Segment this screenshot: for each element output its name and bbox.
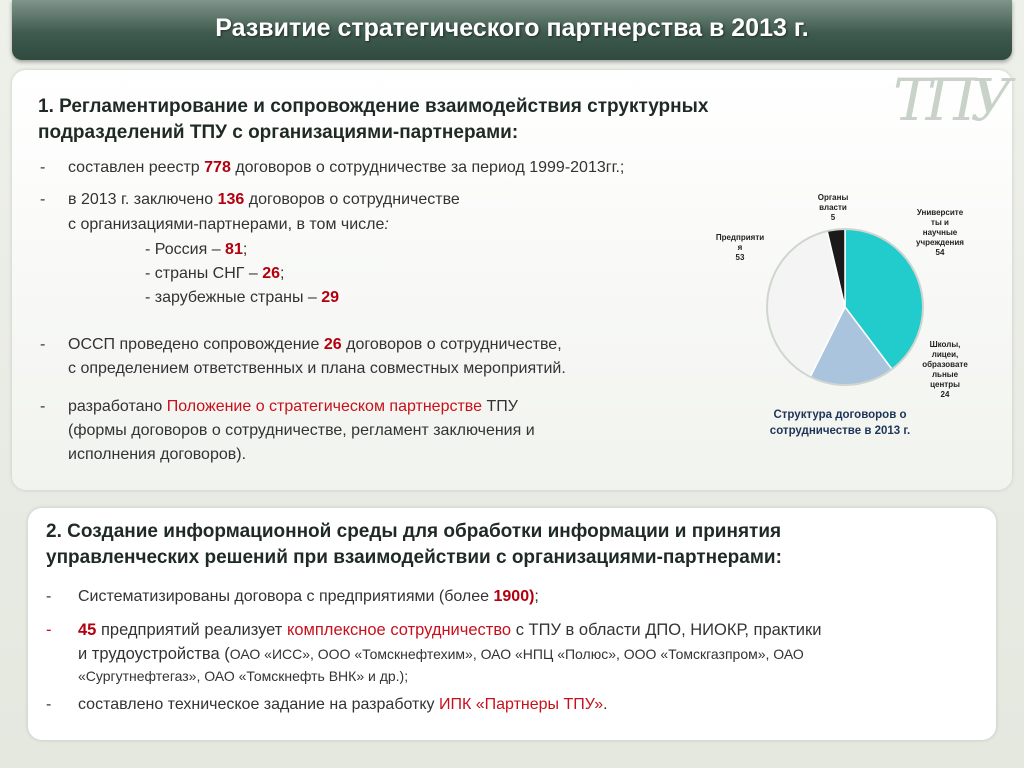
bullet-text: . [603, 696, 608, 713]
bullet-dash: - [46, 588, 52, 605]
bullet-text: составлено техническое задание на разработку [78, 696, 435, 713]
pie-label-value: 54 [935, 248, 945, 257]
pie-label-schools [913, 340, 977, 400]
pie-label-authorities [805, 193, 861, 223]
ipk-partners-text: ИПК «Партнеры ТПУ» [438, 696, 604, 713]
sub-text: - страны СНГ – [145, 265, 258, 282]
pie-label-universities [902, 208, 978, 258]
systematized-count: 1900) [493, 588, 535, 605]
bullet-text: в 2013 г. заключено [68, 191, 214, 208]
sub-cis [145, 262, 285, 286]
bullet-ossp [40, 333, 562, 357]
bullet-systematized [46, 585, 539, 609]
pie-label-text: власти [819, 203, 847, 212]
chart-caption [748, 407, 932, 439]
chart-caption-line1: Структура договоров о [773, 409, 907, 421]
pie-label-value: 24 [940, 390, 950, 399]
bullet-text: с организациями-партнерами, в том числе [68, 216, 385, 233]
semicolon: ; [242, 241, 248, 258]
bullet-text: с ТПУ в области ДПО, НИОКР, практики [515, 621, 822, 639]
bullet-text: ТПУ [486, 398, 518, 415]
bullet-complex-line3: «Сургутнефтегаз», ОАО «Томскнефть ВНК» и др.); [78, 668, 409, 684]
pie-label-text: Школы, [929, 340, 961, 349]
pie-label-enterprises [700, 233, 780, 263]
bullet-text: договоров о сотрудничестве [248, 191, 460, 208]
semicolon: ; [280, 265, 285, 282]
bullet-dash: - [46, 621, 52, 639]
ossp-count: 26 [323, 336, 342, 353]
bullet-text: договоров о сотрудничестве, [346, 336, 562, 353]
bullet-text: ; [534, 588, 539, 605]
title-bar [12, 0, 1012, 60]
section1-heading [38, 94, 708, 146]
bullet-text: составлен реестр [68, 159, 200, 176]
bullet-text: договоров о сотрудничестве за период 1999-2013гг.; [235, 159, 625, 176]
bullet-regulation [40, 395, 518, 419]
bullet-text: разработано [68, 398, 163, 415]
concluded-count: 136 [217, 191, 245, 208]
sub-abroad [145, 286, 339, 310]
bullet-complex-line2 [78, 642, 804, 666]
sub-russia [145, 238, 247, 262]
section2-heading-line1: 2. Создание информационной среды для обработки информации и принятия [46, 521, 782, 542]
pie-label-text: лицеи, [931, 350, 959, 359]
pie-label-value: 53 [735, 253, 745, 262]
pie-label-text: Органы [817, 193, 849, 202]
colon: : [384, 216, 389, 233]
cis-count: 26 [262, 265, 281, 282]
bullet-dash: - [40, 191, 46, 208]
bullet-regulation-line2: (формы договоров о сотрудничестве, регламент заключения и [68, 422, 535, 439]
pie-label-text: образовате [922, 360, 968, 369]
pie-label-text: Университе [916, 208, 964, 217]
complex-cooperation-text: комплексное сотрудничество [286, 621, 512, 639]
sub-text: - Россия – [145, 241, 221, 258]
chart-caption-line2: сотрудничестве в 2013 г. [769, 425, 911, 437]
pie-label-text: учреждения [916, 238, 964, 247]
abroad-count: 29 [321, 289, 340, 306]
sub-text: - зарубежные страны – [145, 289, 317, 306]
pie-label-text: ты и [931, 218, 949, 227]
bullet-dash: - [40, 398, 46, 415]
bullet-regulation-line3: исполнения договоров). [68, 446, 247, 463]
bullet-concluded-line2 [68, 213, 389, 237]
russia-count: 81 [225, 241, 243, 258]
enterprises-count: 45 [78, 621, 97, 639]
bullet-dash: - [46, 696, 52, 713]
bullet-complex-cooperation [46, 618, 821, 642]
slide-title: Развитие стратегического партнерства в 2013 г. [215, 14, 809, 42]
regulation-link-text: Положение о стратегическом партнерстве [166, 398, 483, 415]
pie-label-text: льные [931, 370, 959, 379]
section2-heading-line2: управленческих решений при взаимодействии с организациями-партнерами: [46, 547, 782, 568]
pie-label-text: научные [922, 228, 958, 237]
pie-label-text: Предприяти [715, 233, 765, 242]
bullet-tech-spec [46, 693, 608, 717]
bullet-text: ОССП проведено сопровождение [68, 336, 320, 353]
tpu-logo: ТПУ [893, 66, 1007, 134]
bullet-dash: - [40, 159, 46, 176]
bullet-concluded [40, 188, 460, 212]
pie-label-text: я [737, 243, 743, 252]
section1-heading-line1: 1. Регламентирование и сопровождение взаимодействия структурных [38, 96, 709, 117]
section2-heading [46, 519, 782, 571]
companies-list: ОАО «ИСС», ООО «Томскнефтехим», ОАО «НПЦ «Полюс», ООО «Томскгазпром», ОАО [229, 646, 804, 662]
bullet-dash: - [40, 336, 46, 353]
bullet-text: предприятий реализует [100, 621, 283, 639]
bullet-ossp-line2: с определением ответственных и плана совместных мероприятий. [68, 360, 566, 377]
pie-label-value: 5 [830, 213, 836, 222]
pie-label-text: центры [930, 380, 960, 389]
bullet-registry [40, 156, 624, 180]
registry-count: 778 [204, 159, 231, 176]
bullet-text: и трудоустройства ( [78, 645, 230, 663]
section1-heading-line2: подразделений ТПУ с организациями-партнерами: [38, 122, 519, 143]
bullet-text: Систематизированы договора с предприятиями (более [78, 588, 490, 605]
